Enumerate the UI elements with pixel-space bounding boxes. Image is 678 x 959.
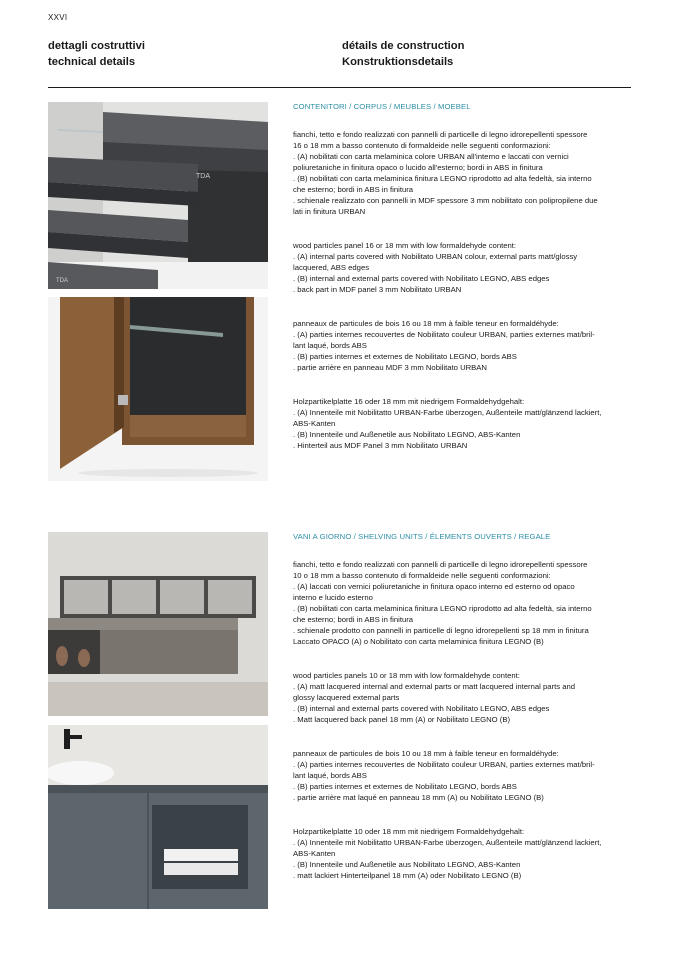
- drawer-brand-label: TDA: [196, 173, 210, 180]
- text-line: ABS-Kanten: [293, 849, 336, 858]
- text-line: . (B) nobilitati con carta melaminica finitura LEGNO riprodotto ad alta fedeltà, sia interno: [293, 604, 592, 613]
- text-block-french: [293, 748, 637, 803]
- text-line: Holzpartikelplatte 16 oder 18 mm mit niedrigem Formaldehydgehalt:: [293, 397, 525, 406]
- cabinet-illustration: [48, 297, 268, 481]
- text-line: . (B) internal and external parts covered with Nobilitato LEGNO, ABS edges: [293, 704, 550, 713]
- text-line: panneaux de particules de bois 16 ou 18 mm à faible teneur en formaldéhyde:: [293, 319, 559, 328]
- text-line: fianchi, tetto e fondo realizzati con pannelli di particelle di legno idrorepellenti spessore: [293, 130, 588, 139]
- text-line: glossy lacquered external parts: [293, 693, 400, 702]
- section-contenitori: [293, 101, 637, 474]
- header-title-italian: dettagli costruttivi: [48, 40, 145, 52]
- text-block-english: [293, 670, 637, 725]
- text-line: . (B) Innenteile und Außenetile aus Nobilitato LEGNO, ABS-Kanten: [293, 430, 521, 439]
- drawer-photo: [48, 102, 268, 289]
- cabinet-photo: [48, 297, 268, 481]
- header-divider: [48, 87, 631, 88]
- text-line: . (A) nobilitati con carta melaminica colore URBAN all'interno e laccati con vernici: [293, 152, 569, 161]
- text-block-german: [293, 396, 637, 451]
- header-left: [48, 38, 145, 70]
- text-line: . (A) internal parts covered with Nobilitato URBAN colour, external parts matt/glossy: [293, 252, 578, 261]
- text-line: panneaux de particules de bois 10 ou 18 mm à faible teneur en formaldéhyde:: [293, 749, 559, 758]
- text-block-italian: [293, 559, 637, 647]
- basin-illustration: [48, 725, 268, 909]
- shelving-illustration: [48, 532, 268, 716]
- text-line: poliuretaniche in finitura opaco o lucido all'esterno; bordi in ABS in finitura: [293, 163, 543, 172]
- text-line: fianchi, tetto e fondo realizzati con pannelli di particelle di legno idrorepellenti spessore: [293, 560, 588, 569]
- text-line: wood particles panel 16 or 18 mm with low formaldehyde content:: [293, 241, 517, 250]
- text-line: 10 o 18 mm a basso contenuto di formaldeide nelle seguenti conformazioni:: [293, 571, 551, 580]
- text-line: . (A) parties internes recouvertes de Nobilitato couleur URBAN, parties externes mat/bril-: [293, 330, 595, 339]
- text-line: . (A) Innenteile mit Nobilitatto URBAN-Farbe überzogen, Außenteile matt/glänzend lackiert,: [293, 408, 602, 417]
- text-line: . partie arrière mat laqué en panneau 18 mm (A) ou Nobilitato LEGNO (B): [293, 793, 544, 802]
- text-line: che esterno; bordi in ABS in finitura: [293, 185, 414, 194]
- text-line: interno e lucido esterno: [293, 593, 373, 602]
- text-line: ABS-Kanten: [293, 419, 336, 428]
- shelving-photo: [48, 532, 268, 716]
- text-line: wood particles panels 10 or 18 mm with low formaldehyde content:: [293, 671, 520, 680]
- text-line: . (A) laccati con vernici poliuretaniche in finitura opaco interno ed esterno od opaco: [293, 582, 575, 591]
- text-line: . schienale prodotto con pannelli in particelle di legno idrorepellenti sp 18 mm in finitura: [293, 626, 589, 635]
- text-line: . (A) matt lacquered internal and external parts or matt lacquered internal parts and: [293, 682, 576, 691]
- text-line: Holzpartikelplatte 10 oder 18 mm mit niedrigem Formaldehydgehalt:: [293, 827, 525, 836]
- header-right: [342, 38, 464, 70]
- text-line: lant laqué, bords ABS: [293, 771, 367, 780]
- text-block-italian: [293, 129, 637, 217]
- text-line: . (B) internal and external parts covered with Nobilitato LEGNO, ABS edges: [293, 274, 550, 283]
- text-line: . (A) Innenteile mit Nobilitatto URBAN-Farbe überzogen, Außenteile matt/glänzend lackiert,: [293, 838, 602, 847]
- text-line: . Matt lacquered back panel 18 mm (A) or Nobilitato LEGNO (B): [293, 715, 511, 724]
- text-line: . (B) nobilitati con carta melaminica finitura LEGNO riprodotto ad alta fedeltà, sia interno: [293, 174, 592, 183]
- text-line: . partie arrière en panneau MDF 3 mm Nobilitato URBAN: [293, 363, 487, 372]
- section-vani-a-giorno: [293, 531, 637, 904]
- text-line: Laccato OPACO (A) o Nobilitato con carta melaminica finitura LEGNO (B): [293, 637, 544, 646]
- section-title: VANI A GIORNO / SHELVING UNITS / ÉLEMENTS OUVERTS / REGALE: [293, 532, 551, 541]
- header-title-french: détails de construction: [342, 40, 465, 52]
- page-number: XXVI: [48, 13, 68, 22]
- text-line: . back part in MDF panel 3 mm Nobilitato URBAN: [293, 285, 462, 294]
- text-block-german: [293, 826, 637, 881]
- text-line: 16 o 18 mm a basso contenuto di formaldeide nelle seguenti conformazioni:: [293, 141, 551, 150]
- basin-photo: [48, 725, 268, 909]
- text-line: lacquered, ABS edges: [293, 263, 370, 272]
- text-line: . (B) Innenteile und Außenetile aus Nobilitato LEGNO, ABS-Kanten: [293, 860, 521, 869]
- text-line: lant laqué, bords ABS: [293, 341, 367, 350]
- header-title-english: technical details: [48, 56, 136, 68]
- text-line: . schienale realizzato con pannelli in MDF spessore 3 mm nobilitato con polipropilene due: [293, 196, 598, 205]
- header-title-german: Konstruktionsdetails: [342, 56, 454, 68]
- text-line: . (B) parties internes et externes de Nobilitato LEGNO, bords ABS: [293, 352, 517, 361]
- drawer-illustration: [48, 102, 268, 289]
- text-line: . (B) parties internes et externes de Nobilitato LEGNO, bords ABS: [293, 782, 517, 791]
- text-block-english: [293, 240, 637, 295]
- drawer-brand-label-2: TDA: [56, 278, 68, 284]
- section-title: CONTENITORI / CORPUS / MEUBLES / MOEBEL: [293, 102, 471, 111]
- text-line: . Hinterteil aus MDF Panel 3 mm Nobilitato URBAN: [293, 441, 468, 450]
- text-line: che esterno; bordi in ABS in finitura: [293, 615, 414, 624]
- text-line: . matt lackiert Hinterteilpanel 18 mm (A) oder Nobilitato LEGNO (B): [293, 871, 522, 880]
- text-line: lati in finitura URBAN: [293, 207, 366, 216]
- text-block-french: [293, 318, 637, 373]
- text-line: . (A) parties internes recouvertes de Nobilitato couleur URBAN, parties externes mat/bril-: [293, 760, 595, 769]
